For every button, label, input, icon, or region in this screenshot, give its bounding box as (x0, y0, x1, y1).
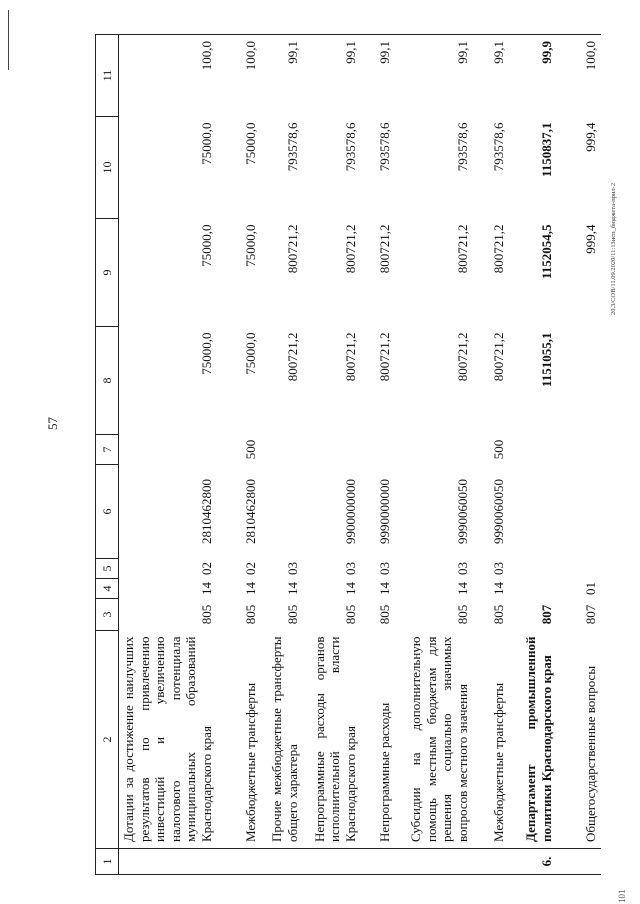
code-target: 2810462800 (242, 479, 258, 544)
amount-approved: 800721,2 (454, 332, 470, 382)
table-row (361, 35, 395, 875)
code-target: 9900000000 (342, 479, 358, 544)
amount-refined: 800721,2 (490, 224, 506, 274)
percent-executed: 99,1 (395, 35, 473, 117)
code-section (509, 579, 557, 599)
row-number (303, 849, 361, 875)
margin-line (8, 10, 9, 70)
rotated-page (45, 35, 627, 903)
code-section: 14 (242, 582, 258, 595)
row-name: Общегосударственные вопросы (582, 665, 598, 842)
code-subsection: 02 (242, 562, 258, 575)
amount-executed: 793578,6 (454, 122, 470, 172)
code-expense-type (261, 435, 303, 465)
amount-approved: 800721,2 (376, 332, 392, 382)
code-subsection: 03 (490, 562, 506, 575)
code-grbs: 807 (582, 604, 598, 625)
amount-executed: 999,4 (582, 122, 598, 152)
amount-executed: 793578,6 (376, 122, 392, 172)
amount-executed: 75000,0 (242, 122, 258, 165)
row-number (473, 849, 509, 875)
code-section: 14 (342, 582, 358, 595)
code-subsection (509, 559, 557, 579)
amount-refined: 800721,2 (376, 224, 392, 274)
column-header-5: 5 (96, 559, 119, 579)
code-section: 14 (490, 582, 506, 595)
amount-approved: 75000,0 (242, 332, 258, 375)
amount-approved (557, 327, 601, 435)
column-header-8: 8 (96, 327, 119, 435)
code-target: 9990000000 (376, 479, 392, 544)
row-number (557, 849, 601, 875)
code-target: 2810462800 (198, 479, 214, 544)
amount-approved: 75000,0 (198, 332, 214, 375)
row-number (119, 849, 217, 875)
header-row (96, 35, 119, 875)
code-section: 14 (376, 582, 392, 595)
amount-approved: 800721,2 (490, 332, 506, 382)
row-number (261, 849, 303, 875)
code-grbs: 805 (376, 604, 392, 625)
code-grbs: 807 (538, 604, 554, 625)
table-row (557, 35, 601, 875)
code-expense-type (557, 435, 601, 465)
percent-executed: 99,1 (473, 35, 509, 117)
code-grbs: 805 (490, 604, 506, 625)
amount-approved: 1151055,1 (538, 332, 554, 388)
amount-executed: 1150837,1 (538, 122, 554, 178)
row-name: Непрограммные расходы органов исполнительной власти Краснодарского края (311, 636, 358, 842)
code-section: 14 (454, 582, 470, 595)
row-name: Межбюджетные трансферты (490, 682, 506, 842)
budget-table (95, 34, 601, 875)
code-section: 14 (284, 582, 300, 595)
percent-executed: 99,1 (261, 35, 303, 117)
column-header-3: 3 (96, 599, 119, 631)
code-expense-type (303, 435, 361, 465)
amount-refined: 75000,0 (198, 224, 214, 267)
percent-executed: 100,0 (557, 35, 601, 117)
code-grbs: 805 (242, 604, 258, 625)
amount-approved: 800721,2 (342, 332, 358, 382)
code-section: 14 (198, 582, 214, 595)
column-header-11: 11 (96, 35, 119, 117)
code-expense-type (395, 435, 473, 465)
code-target: 9990060050 (454, 479, 470, 544)
table-row (395, 35, 473, 875)
percent-executed: 100,0 (119, 35, 217, 117)
code-subsection: 03 (342, 562, 358, 575)
percent-executed: 99,9 (509, 35, 557, 117)
code-target: 9990060050 (490, 479, 506, 544)
column-header-2: 2 (96, 631, 119, 849)
column-header-6: 6 (96, 465, 119, 559)
code-expense-type (509, 435, 557, 465)
code-subsection: 03 (376, 562, 392, 575)
row-number (361, 849, 395, 875)
percent-executed: 99,1 (303, 35, 361, 117)
column-header-9: 9 (96, 219, 119, 327)
code-subsection: 03 (284, 562, 300, 575)
row-name: Непрограммные расходы (376, 702, 392, 842)
code-grbs: 805 (342, 604, 358, 625)
code-grbs: 805 (198, 604, 214, 625)
amount-refined: 75000,0 (242, 224, 258, 267)
row-name: Департамент промышленной политики Краснодарского края (523, 636, 554, 842)
row-name: Прочие межбюджетные трансферты общего характера (269, 636, 300, 842)
code-target (261, 465, 303, 559)
amount-refined: 800721,2 (284, 224, 300, 274)
amount-refined: 800721,2 (454, 224, 470, 274)
amount-executed: 75000,0 (198, 122, 214, 165)
code-expense-type: 500 (242, 439, 258, 460)
amount-refined: 999,4 (582, 224, 598, 254)
code-target (557, 465, 601, 559)
row-name: Дотации за достижение наилучших результатов по привлечению инвестиций и увеличению налогового потенциала муниципальных образований Краснодарского края (121, 636, 214, 842)
code-section: 01 (582, 582, 598, 595)
table-row (303, 35, 361, 875)
amount-executed: 793578,6 (284, 122, 300, 172)
table-row (261, 35, 303, 875)
table-row (217, 35, 261, 875)
amount-approved: 800721,2 (284, 332, 300, 382)
table-body (119, 35, 601, 875)
code-subsection: 02 (198, 562, 214, 575)
amount-executed: 793578,6 (342, 122, 358, 172)
code-target (509, 465, 557, 559)
table-row (119, 35, 217, 875)
column-header-1: 1 (96, 849, 119, 875)
table-row (509, 35, 557, 875)
amount-refined: 800721,2 (342, 224, 358, 274)
table-row (473, 35, 509, 875)
row-name: Субсидии на дополнительную помощь местным бюджетам для решения социально значимых вопросов местного значения (408, 636, 470, 842)
column-header-4: 4 (96, 579, 119, 599)
page-number: 57 (45, 417, 60, 430)
code-subsection (557, 559, 601, 579)
code-grbs: 805 (284, 604, 300, 625)
edge-mark: 101 (617, 889, 627, 903)
code-expense-type: 500 (490, 439, 506, 460)
amount-refined: 1152054,5 (538, 224, 554, 280)
code-subsection: 03 (454, 562, 470, 575)
row-number: 6. (509, 849, 557, 875)
percent-executed: 99,1 (361, 35, 395, 117)
row-number (217, 849, 261, 875)
column-header-7: 7 (96, 435, 119, 465)
row-number (395, 849, 473, 875)
code-expense-type (119, 435, 217, 465)
column-header-10: 10 (96, 117, 119, 219)
percent-executed: 100,0 (217, 35, 261, 117)
code-expense-type (361, 435, 395, 465)
amount-executed: 793578,6 (490, 122, 506, 172)
code-grbs: 805 (454, 604, 470, 625)
row-name: Межбюджетные трансферты (242, 682, 258, 842)
footer-note: 20.3/СОВ/11.09.2020/11:13исп_бюджета-прил-2 (610, 182, 617, 315)
